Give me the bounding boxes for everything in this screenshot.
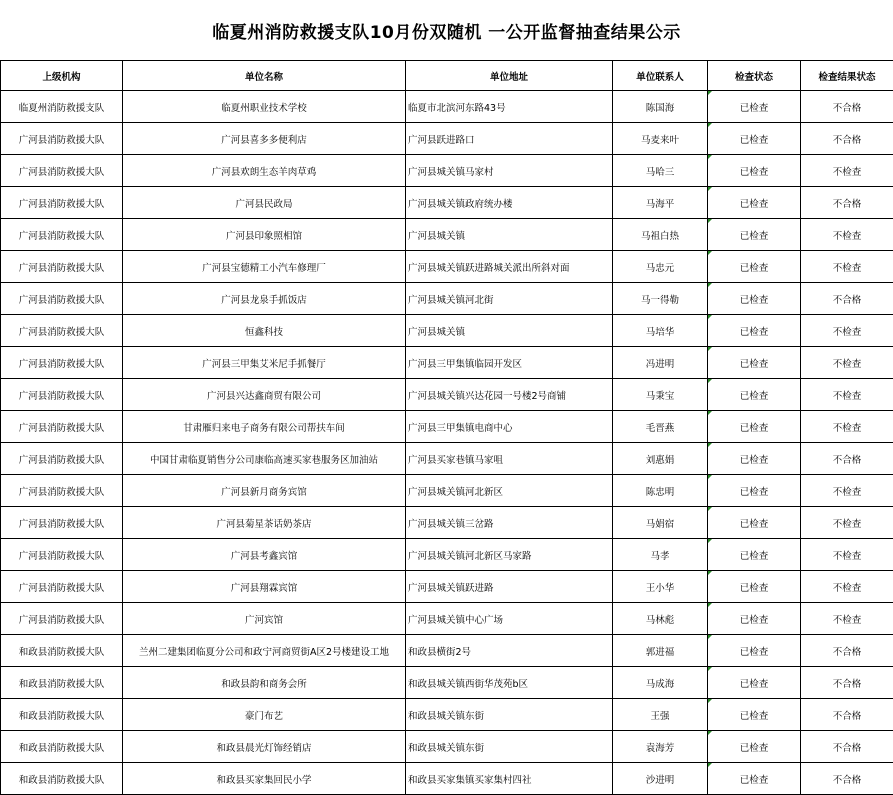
parent-org-cell: 广河县消防救援大队 [1,539,123,571]
unit-address-cell: 广河县城关镇河北新区 [406,475,613,507]
unit-name-cell: 广河县龙泉手抓饭店 [123,283,406,315]
parent-org-cell: 广河县消防救援大队 [1,187,123,219]
column-header-unit-name: 单位名称 [123,61,406,91]
page-title: 临夏州消防救援支队10月份双随机 一公开监督抽查结果公示 [0,0,893,60]
table-row [1,411,893,443]
contact-cell: 马忠元 [613,251,708,283]
check-status-cell: 已检查 [708,123,801,155]
parent-org-cell: 和政县消防救援大队 [1,699,123,731]
unit-address-cell: 广河县三甲集镇电商中心 [406,411,613,443]
check-status-cell: 已检查 [708,731,801,763]
parent-org-cell: 广河县消防救援大队 [1,283,123,315]
table-row [1,91,893,123]
column-header-result-status: 检查结果状态 [801,61,893,91]
parent-org-cell: 广河县消防救援大队 [1,603,123,635]
column-header-parent-org: 上级机构 [1,61,123,91]
parent-org-cell: 和政县消防救援大队 [1,731,123,763]
check-status-cell: 已检查 [708,91,801,123]
unit-name-cell: 和政县晨光灯饰经销店 [123,731,406,763]
parent-org-cell: 广河县消防救援大队 [1,507,123,539]
check-status-cell: 已检查 [708,379,801,411]
unit-name-cell: 广河县民政局 [123,187,406,219]
result-status-cell: 不合格 [801,635,893,667]
check-status-cell: 已检查 [708,763,801,795]
table-row [1,667,893,699]
column-header-contact: 单位联系人 [613,61,708,91]
unit-name-cell: 广河县三甲集艾米尼手抓餐厅 [123,347,406,379]
table-row [1,539,893,571]
contact-cell: 马娟宿 [613,507,708,539]
unit-address-cell: 广河县城关镇 [406,315,613,347]
table-row [1,571,893,603]
parent-org-cell: 广河县消防救援大队 [1,123,123,155]
check-status-cell: 已检查 [708,155,801,187]
contact-cell: 马秉宝 [613,379,708,411]
contact-cell: 冯进明 [613,347,708,379]
table-row [1,123,893,155]
result-status-cell: 不检查 [801,219,893,251]
unit-address-cell: 广河县城关镇政府统办楼 [406,187,613,219]
unit-address-cell: 广河县城关镇河北街 [406,283,613,315]
table-row [1,507,893,539]
result-status-cell: 不检查 [801,155,893,187]
result-status-cell: 不合格 [801,763,893,795]
table-row [1,603,893,635]
contact-cell: 沙进明 [613,763,708,795]
unit-address-cell: 广河县城关镇 [406,219,613,251]
unit-name-cell: 广河县新月商务宾馆 [123,475,406,507]
unit-address-cell: 和政县城关镇东街 [406,699,613,731]
result-status-cell: 不合格 [801,667,893,699]
result-status-cell: 不检查 [801,347,893,379]
contact-cell: 陈国海 [613,91,708,123]
contact-cell: 马麦来叶 [613,123,708,155]
unit-address-cell: 广河县买家巷镇马家咀 [406,443,613,475]
check-status-cell: 已检查 [708,571,801,603]
check-status-cell: 已检查 [708,539,801,571]
table-row [1,251,893,283]
parent-org-cell: 广河县消防救援大队 [1,315,123,347]
contact-cell: 马海平 [613,187,708,219]
unit-address-cell: 临夏市北滨河东路43号 [406,91,613,123]
table-row [1,379,893,411]
unit-address-cell: 广河县城关镇跃进路城关派出所斜对面 [406,251,613,283]
unit-name-cell: 广河县考鑫宾馆 [123,539,406,571]
unit-address-cell: 广河县跃进路口 [406,123,613,155]
unit-address-cell: 广河县城关镇兴达花园一号楼2号商铺 [406,379,613,411]
unit-address-cell: 和政县城关镇西街华茂苑b区 [406,667,613,699]
contact-cell: 袁海芳 [613,731,708,763]
check-status-cell: 已检查 [708,283,801,315]
contact-cell: 王强 [613,699,708,731]
column-header-unit-address: 单位地址 [406,61,613,91]
result-status-cell: 不合格 [801,187,893,219]
unit-name-cell: 中国甘肃临夏销售分公司康临高速买家巷服务区加油站 [123,443,406,475]
column-header-check-status: 检查状态 [708,61,801,91]
result-status-cell: 不检查 [801,379,893,411]
table-row [1,763,893,795]
check-status-cell: 已检查 [708,315,801,347]
check-status-cell: 已检查 [708,667,801,699]
contact-cell: 马林彪 [613,603,708,635]
unit-name-cell: 和政县买家集回民小学 [123,763,406,795]
result-status-cell: 不合格 [801,731,893,763]
result-status-cell: 不检查 [801,475,893,507]
parent-org-cell: 临夏州消防救援支队 [1,91,123,123]
table-row [1,635,893,667]
contact-cell: 马孝 [613,539,708,571]
parent-org-cell: 广河县消防救援大队 [1,251,123,283]
unit-address-cell: 和政县买家集镇买家集村四社 [406,763,613,795]
contact-cell: 刘惠娟 [613,443,708,475]
unit-name-cell: 广河县喜多多便利店 [123,123,406,155]
unit-name-cell: 和政县韵和商务会所 [123,667,406,699]
parent-org-cell: 广河县消防救援大队 [1,443,123,475]
parent-org-cell: 和政县消防救援大队 [1,667,123,699]
contact-cell: 毛晋燕 [613,411,708,443]
parent-org-cell: 广河县消防救援大队 [1,219,123,251]
table-row [1,283,893,315]
check-status-cell: 已检查 [708,187,801,219]
contact-cell: 马哈三 [613,155,708,187]
unit-address-cell: 广河县城关镇三岔路 [406,507,613,539]
parent-org-cell: 广河县消防救援大队 [1,347,123,379]
contact-cell: 郭进福 [613,635,708,667]
unit-address-cell: 和政县横街2号 [406,635,613,667]
table-row [1,219,893,251]
check-status-cell: 已检查 [708,443,801,475]
result-status-cell: 不检查 [801,507,893,539]
check-status-cell: 已检查 [708,251,801,283]
result-status-cell: 不合格 [801,91,893,123]
check-status-cell: 已检查 [708,411,801,443]
result-status-cell: 不合格 [801,283,893,315]
unit-name-cell: 广河宾馆 [123,603,406,635]
unit-name-cell: 广河县翔霖宾馆 [123,571,406,603]
unit-address-cell: 广河县城关镇跃进路 [406,571,613,603]
table-row [1,475,893,507]
result-status-cell: 不检查 [801,539,893,571]
header-row [1,61,893,91]
result-status-cell: 不合格 [801,123,893,155]
check-status-cell: 已检查 [708,507,801,539]
unit-address-cell: 和政县城关镇东街 [406,731,613,763]
check-status-cell: 已检查 [708,699,801,731]
unit-address-cell: 广河县三甲集镇临园开发区 [406,347,613,379]
result-status-cell: 不合格 [801,699,893,731]
parent-org-cell: 和政县消防救援大队 [1,763,123,795]
contact-cell: 马祖白热 [613,219,708,251]
check-status-cell: 已检查 [708,475,801,507]
result-status-cell: 不检查 [801,251,893,283]
check-status-cell: 已检查 [708,347,801,379]
table-row [1,731,893,763]
check-status-cell: 已检查 [708,635,801,667]
check-status-cell: 已检查 [708,219,801,251]
parent-org-cell: 广河县消防救援大队 [1,155,123,187]
result-status-cell: 不检查 [801,603,893,635]
unit-name-cell: 临夏州职业技术学校 [123,91,406,123]
unit-address-cell: 广河县城关镇马家村 [406,155,613,187]
unit-address-cell: 广河县城关镇中心广场 [406,603,613,635]
result-status-cell: 不检查 [801,315,893,347]
contact-cell: 马成海 [613,667,708,699]
parent-org-cell: 和政县消防救援大队 [1,635,123,667]
unit-name-cell: 豪门布艺 [123,699,406,731]
table-row [1,187,893,219]
unit-name-cell: 广河县欢朗生态羊肉草鸡 [123,155,406,187]
table-row [1,315,893,347]
unit-name-cell: 广河县印象照相馆 [123,219,406,251]
table-row [1,347,893,379]
result-status-cell: 不检查 [801,571,893,603]
results-table [0,60,893,795]
contact-cell: 马培华 [613,315,708,347]
unit-name-cell: 广河县兴达鑫商贸有限公司 [123,379,406,411]
unit-name-cell: 甘肃雁归来电子商务有限公司帮扶车间 [123,411,406,443]
parent-org-cell: 广河县消防救援大队 [1,475,123,507]
table-row [1,443,893,475]
parent-org-cell: 广河县消防救援大队 [1,379,123,411]
check-status-cell: 已检查 [708,603,801,635]
result-status-cell: 不检查 [801,411,893,443]
table-row [1,155,893,187]
parent-org-cell: 广河县消防救援大队 [1,571,123,603]
contact-cell: 马一得勒 [613,283,708,315]
table-row [1,699,893,731]
result-status-cell: 不合格 [801,443,893,475]
unit-name-cell: 恒鑫科技 [123,315,406,347]
parent-org-cell: 广河县消防救援大队 [1,411,123,443]
unit-name-cell: 兰州二建集团临夏分公司和政宁河商贸街A区2号楼建设工地 [123,635,406,667]
unit-name-cell: 广河县菊星茶话奶茶店 [123,507,406,539]
unit-name-cell: 广河县宝德精工小汽车修理厂 [123,251,406,283]
contact-cell: 王小华 [613,571,708,603]
contact-cell: 陈忠明 [613,475,708,507]
unit-address-cell: 广河县城关镇河北新区马家路 [406,539,613,571]
